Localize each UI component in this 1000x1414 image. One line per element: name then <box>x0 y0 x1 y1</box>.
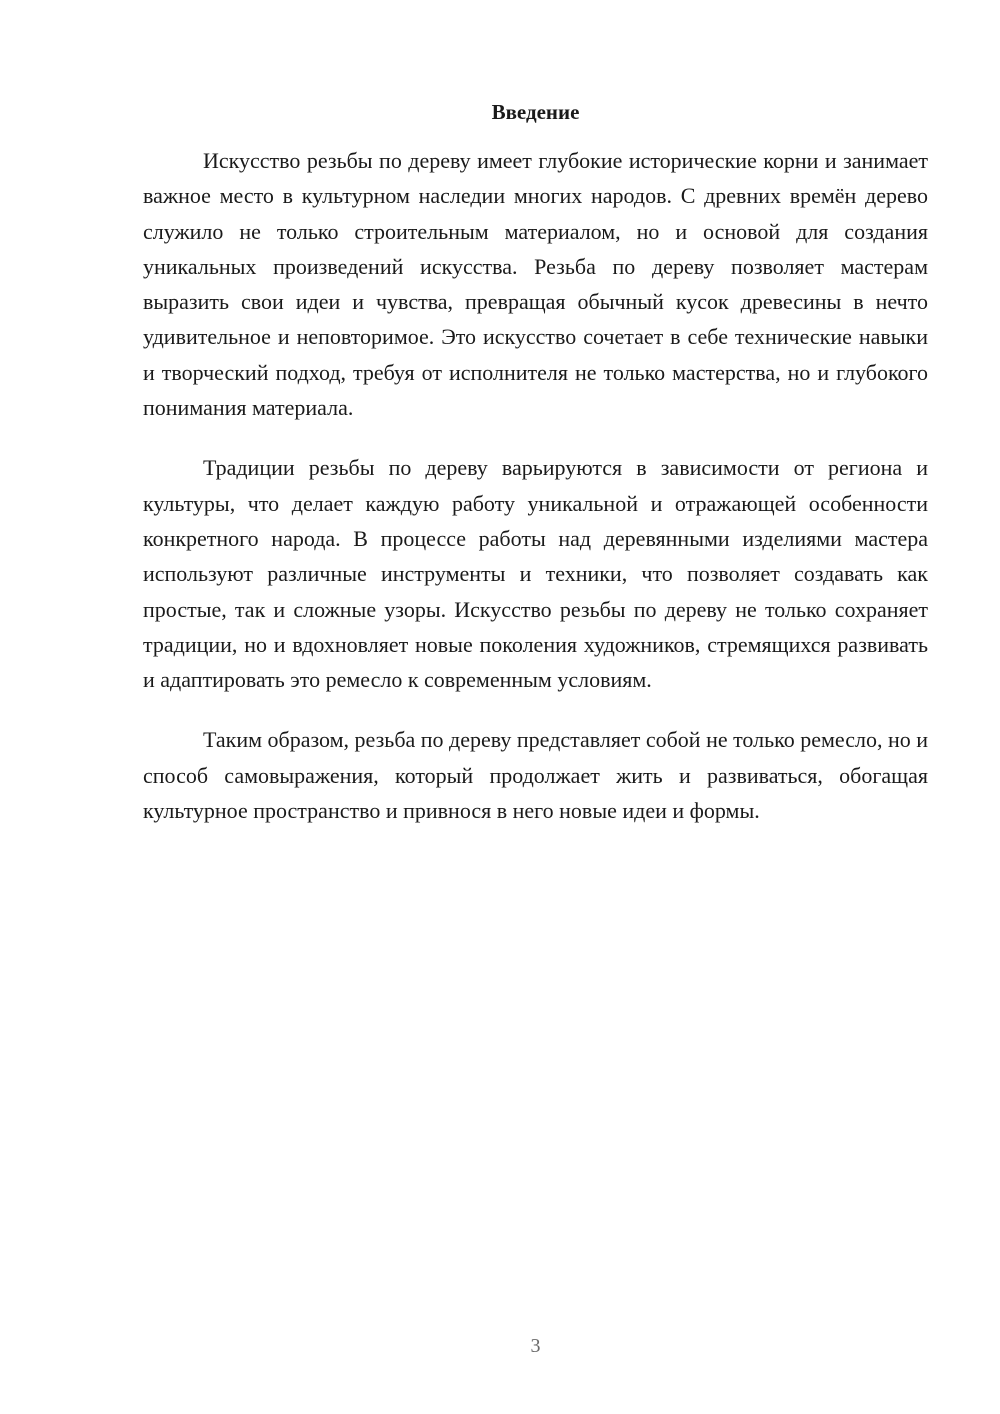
page-title: Введение <box>491 100 580 124</box>
paragraph-3: Таким образом, резьба по дереву представляет собой не только ремесло, но и способ самовыражения, который продолжает жить и развиваться, обогащая культурное пространство и привнося в него новые идеи и формы. <box>143 727 929 824</box>
document-body <box>143 143 928 853</box>
paragraph-2: Традиции резьбы по дереву варьируются в зависимости от региона и культуры, что делает каждую работу уникальной и отражающей особенности конкретного народа. В процессе работы над деревянными изделиями мастера используют различные инструменты и техники, что позволяет создавать как простые, так и сложные узоры. Искусство резьбы по дереву не только сохраняет традиции, но и вдохновляет новые поколения художников, стремящихся развивать и адаптировать это ремесло к современным условиям. <box>143 455 928 693</box>
paragraph-1: Искусство резьбы по дереву имеет глубокие исторические корни и занимает важное место в культурном наследии многих народов. С древних времён дерево служило не только строительным материалом, но и основой для создания уникальных произведений искусства. Резьба по дереву позволяет мастерам выразить свои идеи и чувства, превращая обычный кусок древесины в нечто удивительное и неповторимое. Это искусство сочетает в себе технические навыки и творческий подход, требуя от исполнителя не только мастерства, но и глубокого понимания материала. <box>143 148 928 421</box>
page-number: 3 <box>530 1335 541 1357</box>
